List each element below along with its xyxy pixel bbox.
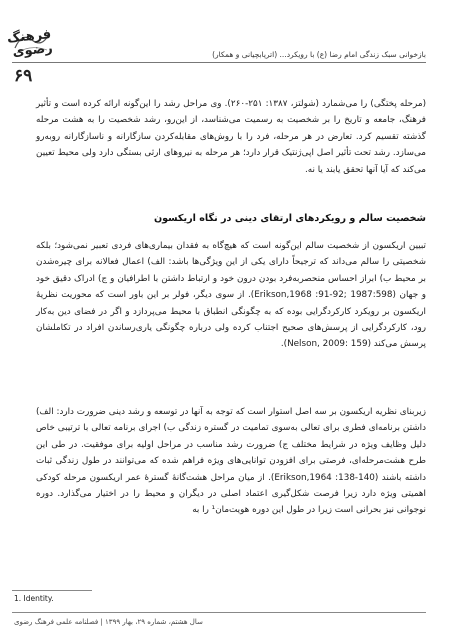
footer-divider	[12, 612, 426, 613]
footnote: 1. Identity.	[14, 594, 54, 603]
paragraph-3: زیربنای نظریه اریکسون بر سه اصل استوار است که توجه به آنها در توسعه و رشد دینی ضرورت دارد: الف) داشتن برنامه‌ای فطری برای تعالی به‌سوی تمامیت در گستره زندگی ب) اجرای برنامه تعالی با ترتیبی خاص دلیل وظایف ویژه در شرایط مختلف ج) ضرورت رشد مناسب در مراحل اولیه برای موفقیت. در طی این طرح هشت‌مرحله‌ای، فرصتی برای افزودن توانایی‌های ویژه فراهم شده که می‌توانند در طول زندگی ثبات داشته باشند (Erikson,1964 :138-140). از میان مراحل هشت‌گانهٔ گسترهٔ عمر اریکسون مرحله کودکی اهمیتی ویژه دارد زیرا فرصت شکل‌گیری اعتماد اصلی در دیگران و محیط را در اختیار می‌گذارد. دوره نوجوانی نیز بحرانی است زیرا در طول این دوره هویت‌مان¹ را به	[36, 407, 427, 516]
section-heading: شخصیت سالم و رویکردهای ارتقای دینی در نگاه اریکسون	[153, 213, 426, 224]
footnote-divider	[12, 590, 92, 591]
footer-text: سال هشتم، شماره ۲۹، بهار ۱۳۹۹ | فصلنامه علمی فرهنگ رضوی	[14, 618, 203, 626]
paragraph-2: تبیین اریکسون از شخصیت سالم این‌گونه است که هیچ‌گاه به فقدان بیماری‌های فردی تعبیر نمی‌شود؛ بلکه شخصیتی را سالم می‌داند که ترجیحاً دارای یکی از این ویژگی‌ها باشد: الف) اعمال فعالانه برای چیره‌شدن بر محیط ب) ابراز احساس منحصربه‌فرد بودن درون خود و ارتباط داشتن با اطرافیان و ج) ادراک دقیق خود و جهان (Erikson,1968 :91-92; 1987:598). از سوی دیگر، فولر بر این باور است که محوریت نظریهٔ اریکسون بر رویکرد کارکردگرایی بوده که به چگونگی انطباق با محیط می‌پردازد و اگر در فضای دین به‌کار رود، کارکردگرایی از پرسش‌های صحیح اجتناب کرده ولی درباره چگونگی یاری‌رساندن افراد در تکاملشان پرسش می‌کند (Nelson, 2009: 159).	[36, 241, 426, 350]
running-head: بازخوانی سبک زندگی امام رضا (ع) با رویکرد... (اتریابچیانی و همکار)	[212, 50, 426, 59]
journal-logo-text: فرهنگ رضوی	[6, 26, 54, 61]
paragraph-1: (مرحله پختگی) را می‌شمارد (شولتز، ۱۳۸۷: ۲۵۱-۲۶۰). وی مراحل رشد را این‌گونه ارائه کرده است و تأثیر فرهنگ، جامعه و تاریخ را بر شخصیت به رسمیت می‌شناسد، از این‌رو، رشد شخصیت را به هشت مرحله گذشته تقسیم کرد. تعارض در هر مرحله، فرد را با روش‌های مقابله‌کردن سازگارانه و ناسازگارانه روبه‌رو می‌سازد. رشد تحت تأثیر اصل اپی‌ژنتیک قرار دارد؛ هر مرحله به نیروهای ارثی بستگی دارد ولی محیط تعیین می‌کند که آیا آنها تحقق یابند یا نه.	[36, 99, 426, 175]
header-divider	[12, 62, 426, 63]
page-number: ۶۹	[14, 66, 33, 86]
